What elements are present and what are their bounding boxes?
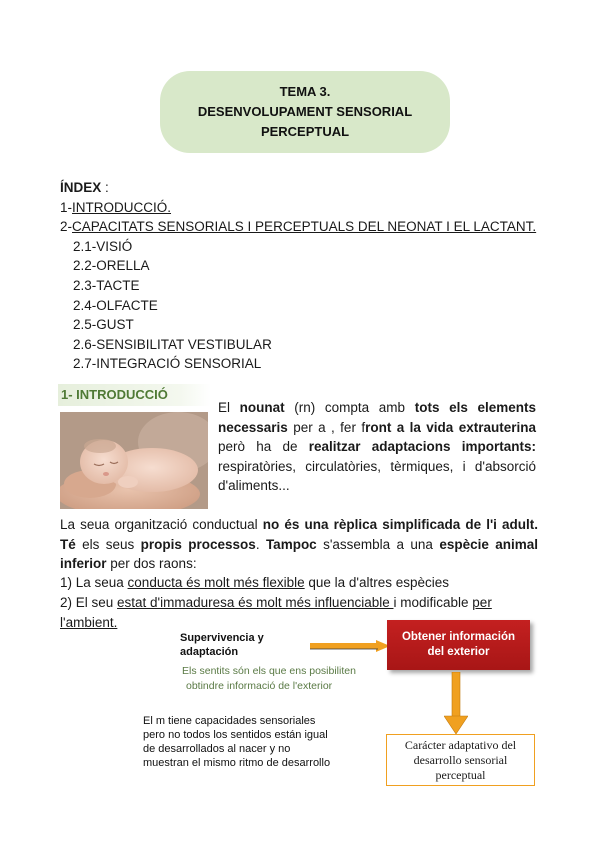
behaviour-paragraph bbox=[60, 515, 538, 574]
adaptive-character-box bbox=[386, 734, 535, 786]
red-box-line: Obtener información bbox=[401, 631, 516, 643]
senses-note bbox=[182, 664, 382, 694]
intro-paragraph bbox=[218, 398, 536, 496]
text: per a , fer f bbox=[287, 419, 366, 435]
down-arrow-icon bbox=[444, 672, 468, 734]
index-subitem: 2.1-VISIÓ bbox=[73, 238, 133, 254]
index-subitem: 2.7-INTEGRACIÓ SENSORIAL bbox=[73, 356, 262, 372]
index-subitem: 2.6-SENSIBILITAT VESTIBULAR bbox=[73, 336, 272, 352]
text: (rn) compta amb bbox=[284, 400, 415, 415]
sensory-capacities-text bbox=[143, 714, 363, 770]
reason-1 bbox=[60, 573, 538, 593]
index-subitem: 2.2-ORELLA bbox=[73, 258, 150, 274]
title-line-2: DESENVOLUPAMENT SENSORIAL bbox=[197, 104, 413, 119]
section-heading: 1- INTRODUCCIÓ bbox=[58, 384, 211, 406]
senses-note-line: Els sentits són els que ens posibiliten bbox=[182, 665, 356, 677]
sensory-text-line: pero no todos los sentidos están igual bbox=[143, 729, 328, 741]
senses-note-line: obtindre informació de l'exterior bbox=[186, 680, 333, 692]
text: El bbox=[218, 400, 240, 415]
text: per dos raons: bbox=[106, 556, 197, 572]
text: 1) La seua bbox=[60, 575, 128, 590]
text: . bbox=[255, 536, 266, 552]
index-item-1-prefix: 1- bbox=[60, 199, 73, 215]
bold-text: tots els elements necessaris bbox=[218, 400, 537, 435]
text: i modificable bbox=[393, 595, 473, 610]
result-box-line: perceptual bbox=[435, 767, 486, 782]
index-item-2 bbox=[60, 217, 560, 237]
baby-photo bbox=[60, 412, 208, 509]
index-subitem: 2.4-OLFACTE bbox=[73, 297, 158, 313]
sensory-text-line: de desarrollados al nacer y no bbox=[143, 743, 291, 755]
title-line-3: PERCEPTUAL bbox=[260, 124, 350, 139]
index-heading-suffix: : bbox=[101, 180, 109, 195]
index-heading-row bbox=[60, 178, 560, 198]
bold-text: espècie animal inferior bbox=[60, 536, 538, 572]
text: respiratòries, circulatòries, tèrmiques, i d'absorció d'aliments... bbox=[218, 458, 536, 494]
diagram-left-label bbox=[180, 631, 320, 659]
index-item-1-link[interactable]: INTRODUCCIÓ. bbox=[72, 199, 172, 215]
index-item-2-prefix: 2- bbox=[60, 219, 73, 235]
text: La seua organització conductual bbox=[60, 517, 263, 532]
text: s'assembla a una bbox=[316, 536, 440, 552]
underlined-text: estat d'immaduresa és molt més influenciable bbox=[117, 595, 394, 610]
text: 2) El seu bbox=[60, 595, 118, 610]
sensory-text-line: muestran el mismo ritmo de desarrollo bbox=[143, 757, 331, 769]
index bbox=[60, 178, 560, 374]
red-box-line: del exterior bbox=[427, 646, 490, 658]
result-box-line: desarrollo sensorial bbox=[413, 752, 508, 767]
bold-text: Tampoc bbox=[265, 536, 317, 552]
baby-illustration bbox=[60, 412, 208, 509]
text: els seus bbox=[75, 536, 141, 552]
sensory-text-line: El m tiene capacidades sensoriales bbox=[143, 715, 316, 727]
text: que la d'altres espècies bbox=[304, 575, 450, 590]
result-box-line: Carácter adaptativo del bbox=[404, 737, 517, 752]
obtain-information-box bbox=[387, 620, 530, 670]
underlined-text: conducta és molt més flexible bbox=[127, 575, 305, 590]
right-arrow-icon bbox=[310, 640, 390, 652]
title-box bbox=[160, 71, 450, 153]
bold-text: Té bbox=[60, 536, 76, 552]
index-heading: ÍNDEX bbox=[60, 180, 102, 195]
bold-text: no és una rèplica simplificada de l'i adult. bbox=[262, 517, 538, 532]
index-item-2-link[interactable]: CAPACITATS SENSORIALS I PERCEPTUALS DEL NEONAT I EL LACTANT. bbox=[72, 219, 537, 235]
diagram-left-label-line: adaptación bbox=[180, 646, 239, 658]
underlined-text: per l'ambient. bbox=[60, 595, 492, 630]
index-subitem: 2.5-GUST bbox=[73, 317, 134, 333]
diagram-left-label-line: Supervivencia y bbox=[180, 632, 264, 644]
title-line-1: TEMA 3. bbox=[279, 84, 331, 99]
bold-text: nounat bbox=[239, 400, 285, 415]
text: però ha de bbox=[218, 439, 309, 455]
index-item-1 bbox=[60, 198, 560, 218]
bold-text: ront a la vida extrauterina bbox=[365, 419, 536, 435]
bold-text: propis processos bbox=[140, 536, 256, 552]
index-subitem: 2.3-TACTE bbox=[73, 277, 140, 293]
bold-text: realitzar adaptacions importants: bbox=[308, 439, 536, 455]
